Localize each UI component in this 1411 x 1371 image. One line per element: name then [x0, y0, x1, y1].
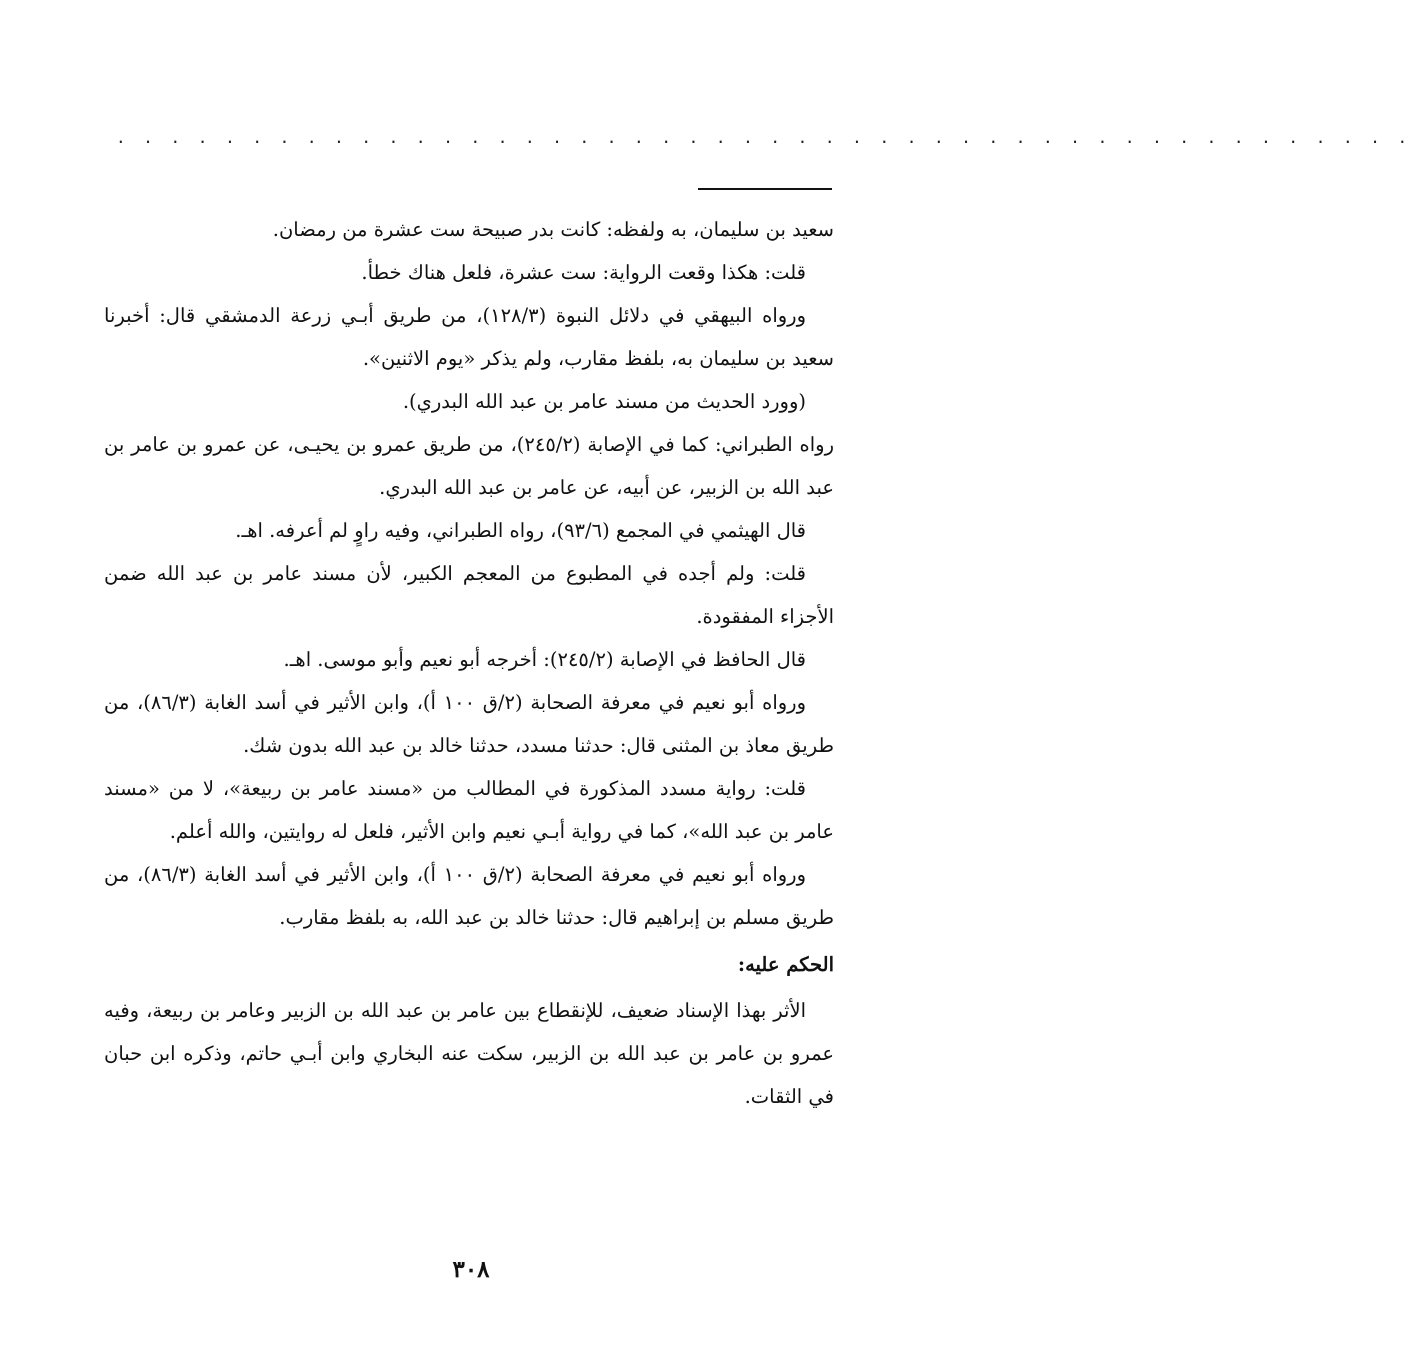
paragraph-note-error: قلت: هكذا وقعت الرواية: ست عشرة، فلعل هناك خطأ.	[361, 261, 806, 284]
footnote-rule	[698, 188, 832, 190]
paragraph-haythami: قال الهيثمي في المجمع (٩٣/٦)، رواه الطبراني، وفيه راوٍ لم أعرفه. اهـ.	[235, 519, 806, 542]
verdict-text: الأثر بهذا الإسناد ضعيف، للإنقطاع بين عامر بن عبد الله بن الزبير وعامر بن ربيعة، وفيه عمرو بن عامر بن عبد الله بن الزبير، سكت عنه البخاري وابن أبـي حاتم، وذكره ابن حبان في الثقات.	[104, 999, 834, 1108]
paragraph-musaddad: قلت: رواية مسدد المذكورة في المطالب من «مسند عامر بن ربيعة»، لا من «مسند عامر بن عبد الله»، كما في رواية أبـي نعيم وابن الأثير، فلعل له روايتين، والله أعلم.	[104, 777, 834, 843]
paragraph-musnad-amir: (وورد الحديث من مسند عامر بن عبد الله البدري).	[402, 390, 806, 413]
paragraph-bayhaqi: ورواه البيهقي في دلائل النبوة (١٢٨/٣)، من طريق أبـي زرعة الدمشقي قال: أخبرنا سعيد بن سليمان به، بلفظ مقارب، ولم يذكر «يوم الاثنين».	[104, 304, 834, 370]
dotted-separator: . . . . . . . . . . . . . . . . . . . . . . . . . . . . . . . . . . . . . . . . . . . . . . . .	[116, 128, 1411, 147]
paragraph-abu-nuaym-1: ورواه أبو نعيم في معرفة الصحابة (٢/ق ١٠٠ أ)، وابن الأثير في أسد الغابة (٨٦/٣)، من طريق معاذ بن المثنى قال: حدثنا مسدد، حدثنا خالد بن عبد الله بدون شك.	[104, 691, 834, 757]
main-text	[104, 208, 834, 1118]
page-number: ٣٠٨	[452, 1256, 490, 1283]
paragraph-hafiz: قال الحافظ في الإصابة (٢٤٥/٢): أخرجه أبو نعيم وأبو موسى. اهـ.	[283, 648, 806, 671]
paragraph-abu-nuaym-2: ورواه أبو نعيم في معرفة الصحابة (٢/ق ١٠٠ أ)، وابن الأثير في أسد الغابة (٨٦/٣)، من طريق مسلم بن إبراهيم قال: حدثنا خالد بن عبد الله، به بلفظ مقارب.	[104, 863, 834, 929]
paragraph-not-found: قلت: ولم أجده في المطبوع من المعجم الكبير، لأن مسند عامر بن عبد الله ضمن الأجزاء المفقودة.	[104, 562, 834, 628]
paragraph-tabarani: رواه الطبراني: كما في الإصابة (٢٤٥/٢)، من طريق عمرو بن يحيـى، عن عمرو بن عامر بن عبد الله بن الزبير، عن أبيه، عن عامر بن عبد الله البدري.	[104, 433, 835, 499]
verdict-heading: الحكم عليه:	[737, 953, 834, 976]
paragraph-continuation: سعيد بن سليمان، به ولفظه: كانت بدر صبيحة ست عشرة من رمضان.	[272, 218, 834, 241]
